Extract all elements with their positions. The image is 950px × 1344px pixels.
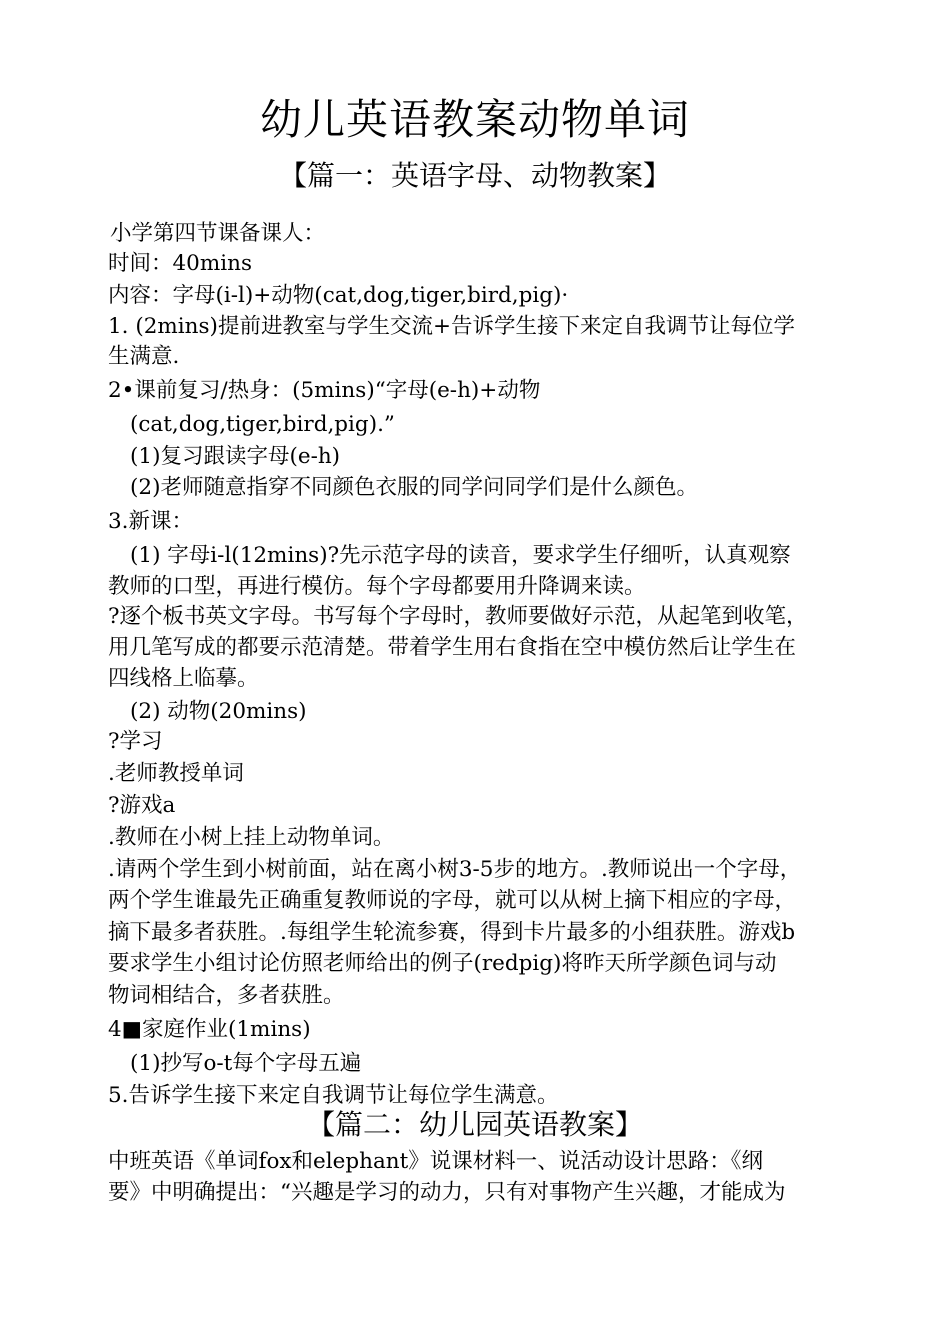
text-line: (1)抄写o-t每个字母五遍 xyxy=(130,1051,362,1076)
text-line: 用几笔写成的都要示范清楚。带着学生用右食指在空中模仿然后让学生在 xyxy=(108,635,797,660)
section-heading-2: 【篇二：幼儿园英语教案】 xyxy=(306,1108,643,1141)
text-line: 2•课前复习/热身：(5mins)“字母(e-h)+动物 xyxy=(108,378,541,403)
text-line: (1) 字母i-l(12mins)?先示范字母的读音，要求学生仔细听，认真观察 xyxy=(130,543,791,568)
text-line: 5.告诉学生接下来定自我调节让每位学生满意。 xyxy=(108,1083,559,1108)
text-line: 生满意. xyxy=(108,344,180,369)
text-line: (cat,dog,tiger,bird,pig).” xyxy=(130,412,395,437)
text-line: ?游戏a xyxy=(108,793,176,818)
text-line: (1)复习跟读字母(e-h) xyxy=(130,444,341,469)
text-line: 1. (2mins)提前进教室与学生交流+告诉学生接下来定自我调节让每位学 xyxy=(108,314,795,339)
text-line: ?逐个板书英文字母。书写每个字母时，教师要做好示范，从起笔到收笔， xyxy=(108,604,808,629)
text-line: 两个学生谁最先正确重复教师说的字母，就可以从树上摘下相应的字母， xyxy=(108,888,797,913)
text-line: .请两个学生到小树前面，站在离小树3-5步的地方。.教师说出一个字母， xyxy=(108,857,802,882)
text-line: 四线格上临摹。 xyxy=(108,666,259,691)
text-line: 中班英语《单词fox和elephant》说课材料一、说活动设计思路：《纲 xyxy=(108,1149,764,1174)
text-line: 物词相结合，多者获胜。 xyxy=(108,983,345,1008)
text-line: .教师在小树上挂上动物单词。 xyxy=(108,825,395,850)
text-line: 内容：字母(i-l)+动物(cat,dog,tiger,bird,pig)· xyxy=(108,283,569,308)
text-line: (2) 动物(20mins) xyxy=(130,699,307,724)
text-line: 3.新课： xyxy=(108,509,194,534)
text-line: 摘下最多者获胜。.每组学生轮流参赛，得到卡片最多的小组获胜。游戏b xyxy=(108,920,796,945)
text-line: 要求学生小组讨论仿照老师给出的例子(redpig)将昨天所学颜色词与动 xyxy=(108,951,777,976)
text-line: ?学习 xyxy=(108,729,163,754)
text-line: 小学第四节课备课人： xyxy=(110,221,326,246)
section-heading-1: 【篇一：英语字母、动物教案】 xyxy=(278,159,671,192)
text-line: (2)老师随意指穿不同颜色衣服的同学问同学们是什么颜色。 xyxy=(130,475,698,500)
text-line: 教师的口型，再进行模仿。每个字母都要用升降调来读。 xyxy=(108,574,646,599)
text-line: 4■家庭作业(1mins) xyxy=(108,1017,311,1042)
text-line: 时间：40mins xyxy=(108,251,253,276)
text-line: 要》中明确提出：“兴趣是学习的动力，只有对事物产生兴趣，才能成为 xyxy=(108,1180,786,1205)
text-line: .老师教授单词 xyxy=(108,761,244,786)
document-title: 幼儿英语教案动物单词 xyxy=(259,95,690,144)
